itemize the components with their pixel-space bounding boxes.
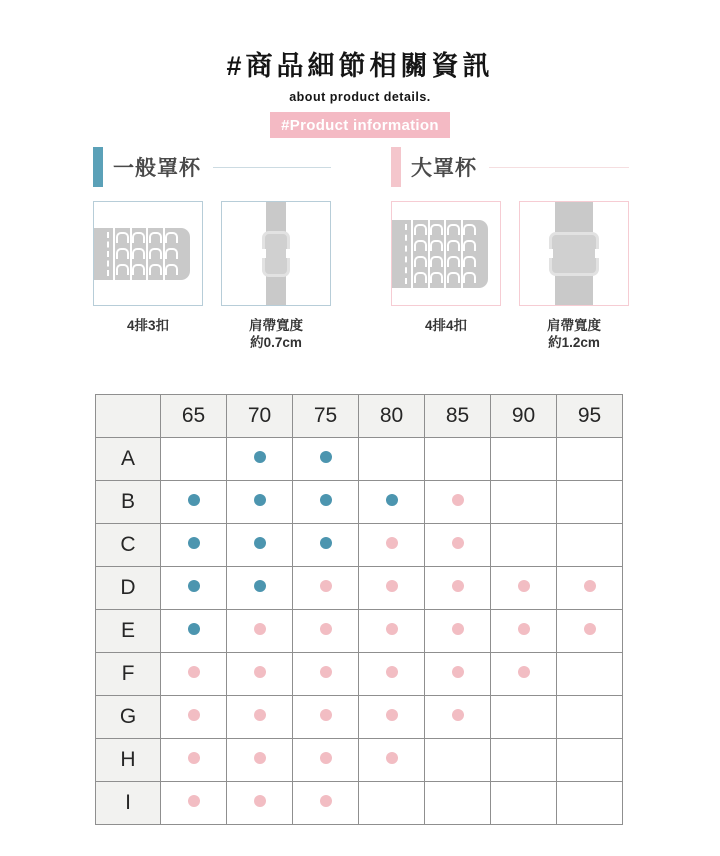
table-row-D [96, 566, 623, 609]
page-subtitle: about product details. [289, 90, 431, 104]
availability-dot-pink [452, 580, 464, 592]
availability-dot-teal [320, 451, 332, 463]
section-large-cup-header [391, 146, 629, 188]
size-cell-I-80 [359, 781, 425, 824]
availability-dot-pink [452, 537, 464, 549]
table-row-G [96, 695, 623, 738]
size-cell-C-80 [359, 523, 425, 566]
size-cell-C-85 [425, 523, 491, 566]
size-cell-B-85 [425, 480, 491, 523]
hook-label-regular: 4排3扣 [126, 318, 170, 333]
size-cell-E-85 [425, 609, 491, 652]
size-cell-C-95 [557, 523, 623, 566]
hook-column [461, 220, 478, 288]
availability-dot-pink [320, 752, 332, 764]
availability-dot-pink [518, 666, 530, 678]
hook-column [163, 228, 180, 280]
hook-icon [165, 264, 178, 275]
hook-label-large: 4排4扣 [424, 318, 468, 333]
strap-image-regular [221, 201, 331, 306]
hook-image-large [391, 201, 501, 306]
section-title-regular-cup: 一般罩杯 [113, 157, 201, 180]
size-cell-A-95 [557, 437, 623, 480]
page-title: #商品細節相關資訊 [226, 51, 494, 81]
size-cell-A-90 [491, 437, 557, 480]
availability-dot-pink [386, 623, 398, 635]
hook-icon [132, 248, 145, 259]
hook-columns [113, 228, 190, 280]
col-header-70: 70 [227, 394, 293, 437]
hook-image-regular [93, 201, 203, 306]
table-row-B [96, 480, 623, 523]
strap-slider-drawing [549, 232, 599, 276]
size-cell-F-75 [293, 652, 359, 695]
availability-dot-pink [188, 666, 200, 678]
table-row-A [96, 437, 623, 480]
size-cell-I-95 [557, 781, 623, 824]
hook-icon [414, 256, 427, 267]
availability-dot-teal [188, 494, 200, 506]
size-cell-H-90 [491, 738, 557, 781]
size-cell-A-70 [227, 437, 293, 480]
size-availability-table [95, 394, 623, 825]
table-row-F [96, 652, 623, 695]
availability-dot-pink [452, 623, 464, 635]
size-cell-E-90 [491, 609, 557, 652]
size-cell-G-95 [557, 695, 623, 738]
pink-accent-bar [391, 147, 401, 187]
slider-notch-right [286, 249, 292, 258]
size-cell-D-65 [161, 566, 227, 609]
hook-band-drawing [94, 228, 190, 280]
availability-dot-teal [254, 580, 266, 592]
availability-dot-teal [254, 537, 266, 549]
col-header-85: 85 [425, 394, 491, 437]
hook-icon [116, 264, 129, 275]
availability-dot-pink [254, 666, 266, 678]
size-cell-F-65 [161, 652, 227, 695]
size-cell-B-90 [491, 480, 557, 523]
size-cell-G-75 [293, 695, 359, 738]
hook-icon [430, 256, 443, 267]
availability-dot-pink [254, 709, 266, 721]
row-header-C: C [96, 523, 161, 566]
header [0, 0, 720, 138]
size-cell-I-75 [293, 781, 359, 824]
size-cell-E-70 [227, 609, 293, 652]
row-header-I: I [96, 781, 161, 824]
availability-dot-pink [320, 580, 332, 592]
availability-dot-teal [254, 451, 266, 463]
availability-dot-pink [584, 623, 596, 635]
size-cell-B-70 [227, 480, 293, 523]
size-cell-F-95 [557, 652, 623, 695]
product-information-badge: #Product information [270, 112, 450, 138]
size-cell-G-70 [227, 695, 293, 738]
section-large-figures [391, 201, 629, 352]
section-title-large-cup: 大罩杯 [411, 157, 477, 180]
size-cell-G-80 [359, 695, 425, 738]
strap-image-large [519, 201, 629, 306]
size-cell-G-65 [161, 695, 227, 738]
size-table-head [96, 394, 623, 437]
size-cell-A-65 [161, 437, 227, 480]
stitch-line [107, 232, 109, 276]
availability-dot-pink [518, 580, 530, 592]
size-cell-F-90 [491, 652, 557, 695]
size-cell-A-85 [425, 437, 491, 480]
availability-dot-pink [452, 666, 464, 678]
availability-dot-pink [386, 752, 398, 764]
size-cell-I-65 [161, 781, 227, 824]
size-cell-D-85 [425, 566, 491, 609]
slider-notch-left [260, 249, 266, 258]
hook-icon [463, 256, 476, 267]
row-header-D: D [96, 566, 161, 609]
size-cell-C-75 [293, 523, 359, 566]
hook-icon [463, 272, 476, 283]
strap-slider-drawing [262, 231, 290, 277]
stitch-line [405, 224, 407, 284]
hook-icon [463, 240, 476, 251]
strap-label-line2: 約1.2cm [548, 334, 600, 350]
hook-icon [116, 232, 129, 243]
size-cell-D-70 [227, 566, 293, 609]
availability-dot-pink [320, 666, 332, 678]
size-cell-D-80 [359, 566, 425, 609]
hook-column [113, 228, 130, 280]
col-header-80: 80 [359, 394, 425, 437]
availability-dot-pink [254, 752, 266, 764]
availability-dot-teal [320, 537, 332, 549]
availability-dot-teal [386, 494, 398, 506]
hook-icon [149, 264, 162, 275]
hook-icon [447, 240, 460, 251]
strap-figure-regular [221, 201, 331, 352]
size-cell-H-80 [359, 738, 425, 781]
row-header-G: G [96, 695, 161, 738]
hook-icon [132, 264, 145, 275]
size-table-body [96, 437, 623, 824]
hook-column [130, 228, 147, 280]
hook-icon [447, 224, 460, 235]
availability-dot-pink [386, 709, 398, 721]
availability-dot-pink [452, 709, 464, 721]
col-header-65: 65 [161, 394, 227, 437]
availability-dot-pink [254, 623, 266, 635]
size-cell-D-95 [557, 566, 623, 609]
strap-label-line2: 約0.7cm [250, 334, 302, 350]
strap-label-line1: 肩帶寬度 [249, 318, 303, 333]
strap-label-regular [221, 318, 331, 352]
availability-dot-pink [254, 795, 266, 807]
availability-dot-pink [518, 623, 530, 635]
table-row-I [96, 781, 623, 824]
hook-icon [430, 240, 443, 251]
table-corner-cell [96, 394, 161, 437]
hook-icon [149, 248, 162, 259]
hook-icon [414, 240, 427, 251]
availability-dot-pink [386, 666, 398, 678]
hook-icon [165, 232, 178, 243]
size-cell-H-70 [227, 738, 293, 781]
hook-icon [447, 272, 460, 283]
availability-dot-pink [188, 752, 200, 764]
hook-icon [463, 224, 476, 235]
section-regular-figures [93, 201, 331, 352]
hook-icon [447, 256, 460, 267]
row-header-B: B [96, 480, 161, 523]
slider-notch-right [595, 249, 601, 258]
availability-dot-teal [320, 494, 332, 506]
size-cell-H-95 [557, 738, 623, 781]
size-cell-B-95 [557, 480, 623, 523]
size-cell-B-75 [293, 480, 359, 523]
size-cell-E-65 [161, 609, 227, 652]
divider-line [213, 167, 331, 168]
size-cell-I-85 [425, 781, 491, 824]
hook-icon [430, 272, 443, 283]
availability-dot-teal [188, 537, 200, 549]
table-row-C [96, 523, 623, 566]
size-cell-E-80 [359, 609, 425, 652]
availability-dot-teal [188, 580, 200, 592]
hook-figure-large [391, 201, 501, 352]
availability-dot-pink [320, 709, 332, 721]
strap-figure-large [519, 201, 629, 352]
size-cell-F-80 [359, 652, 425, 695]
availability-dot-pink [452, 494, 464, 506]
section-regular-cup-header [93, 146, 331, 188]
hook-icon [132, 232, 145, 243]
size-cell-H-85 [425, 738, 491, 781]
size-cell-E-75 [293, 609, 359, 652]
strap-label-line1: 肩帶寬度 [547, 318, 601, 333]
availability-dot-teal [188, 623, 200, 635]
size-cell-E-95 [557, 609, 623, 652]
size-cell-C-90 [491, 523, 557, 566]
section-large-cup [391, 146, 629, 352]
hook-icon [149, 232, 162, 243]
availability-dot-pink [320, 795, 332, 807]
hook-band-drawing [392, 220, 488, 288]
hook-column [411, 220, 428, 288]
cup-sections [93, 146, 629, 352]
availability-dot-pink [188, 795, 200, 807]
row-header-H: H [96, 738, 161, 781]
size-cell-C-65 [161, 523, 227, 566]
hook-icon [414, 224, 427, 235]
size-cell-I-90 [491, 781, 557, 824]
table-row-E [96, 609, 623, 652]
size-cell-B-65 [161, 480, 227, 523]
strap-label-large [519, 318, 629, 352]
size-cell-C-70 [227, 523, 293, 566]
col-header-75: 75 [293, 394, 359, 437]
size-cell-G-90 [491, 695, 557, 738]
row-header-A: A [96, 437, 161, 480]
divider-line [489, 167, 629, 168]
size-cell-A-80 [359, 437, 425, 480]
col-header-90: 90 [491, 394, 557, 437]
hook-icon [116, 248, 129, 259]
size-cell-H-75 [293, 738, 359, 781]
hook-column [428, 220, 445, 288]
hook-column [146, 228, 163, 280]
availability-dot-pink [320, 623, 332, 635]
size-cell-B-80 [359, 480, 425, 523]
hook-columns [411, 220, 488, 288]
hook-column [444, 220, 461, 288]
availability-dot-pink [584, 580, 596, 592]
size-cell-H-65 [161, 738, 227, 781]
availability-dot-pink [386, 537, 398, 549]
hook-figure-regular [93, 201, 203, 352]
hook-icon [165, 248, 178, 259]
table-row-H [96, 738, 623, 781]
teal-accent-bar [93, 147, 103, 187]
size-cell-I-70 [227, 781, 293, 824]
col-header-95: 95 [557, 394, 623, 437]
availability-dot-pink [188, 709, 200, 721]
size-cell-F-85 [425, 652, 491, 695]
section-regular-cup [93, 146, 331, 352]
size-cell-A-75 [293, 437, 359, 480]
availability-dot-teal [254, 494, 266, 506]
hook-icon [430, 224, 443, 235]
row-header-F: F [96, 652, 161, 695]
hook-icon [414, 272, 427, 283]
size-cell-D-90 [491, 566, 557, 609]
availability-dot-pink [386, 580, 398, 592]
size-cell-G-85 [425, 695, 491, 738]
slider-notch-left [547, 249, 553, 258]
row-header-E: E [96, 609, 161, 652]
size-cell-F-70 [227, 652, 293, 695]
size-cell-D-75 [293, 566, 359, 609]
